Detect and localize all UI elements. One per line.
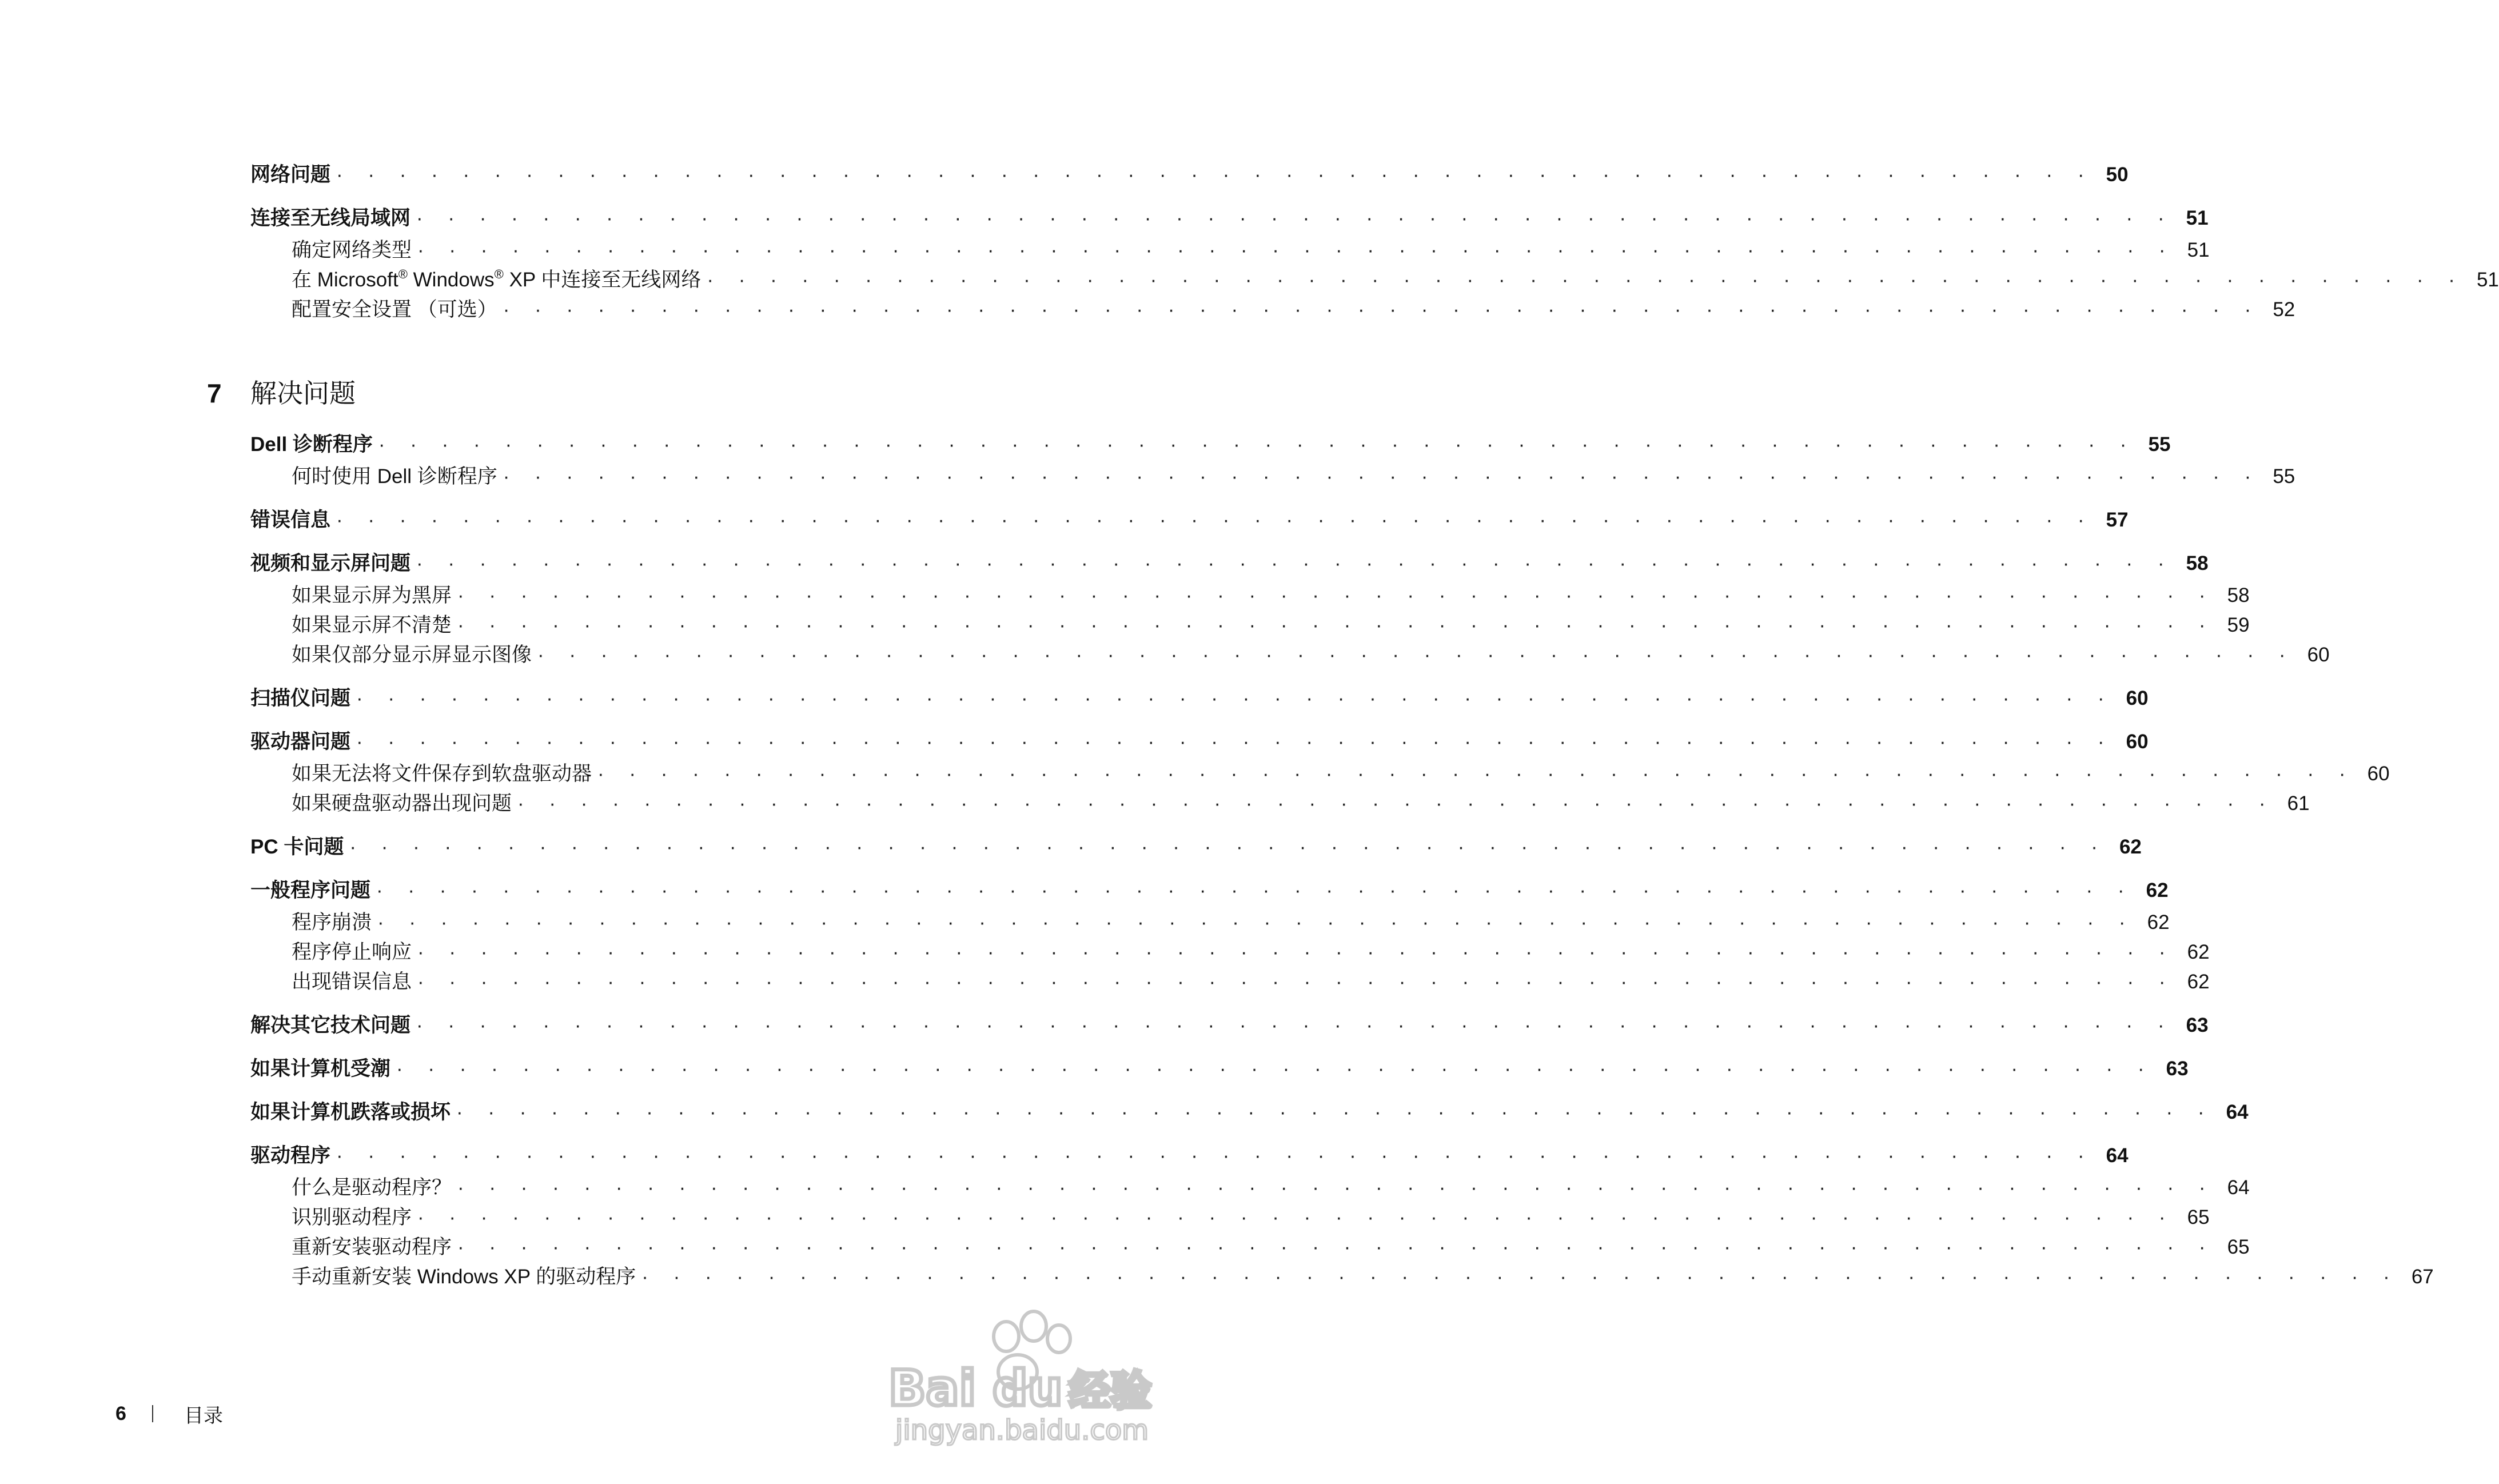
toc-entry[interactable] bbox=[250, 1098, 2249, 1127]
toc-entry-label: 如果计算机跌落或损坏 bbox=[250, 1101, 451, 1123]
toc-leader-dots: · · · · · · · · · · · · · · · · · · · · · · · · · · · · · · · · · · · · · · · · · · · · · · · · · · · · · · · · bbox=[377, 911, 2135, 934]
toc-leader-dots: · · · · · · · · · · · · · · · · · · · · · · · · · · · · · · · · · · · · · · · · · · · · · · · · · · · · · · · · bbox=[378, 433, 2137, 456]
toc-leader-dots: · · · · · · · · · · · · · · · · · · · · · · · · · · · · · · · · · · · · · · · · · · · · · · · · · · · · · · · · bbox=[417, 941, 2175, 963]
registered-mark: ® bbox=[494, 267, 504, 281]
toc-subentry[interactable] bbox=[292, 1232, 2250, 1262]
toc-entry-page: 52 bbox=[2273, 298, 2295, 321]
toc-entry-page: 65 bbox=[2227, 1236, 2250, 1258]
toc-entry-page: 62 bbox=[2187, 971, 2210, 993]
toc-leader-dots: · · · · · · · · · · · · · · · · · · · · · · · · · · · · · · · · · · · · · · · · · · · · · · · · · · · · · · · · bbox=[641, 1266, 2400, 1288]
toc-leader-dots: · · · · · · · · · · · · · · · · · · · · · · · · · · · · · · · · · · · · · · · · · · · · · · · · · · · · · · · · bbox=[503, 465, 2261, 488]
toc-entry-page: 57 bbox=[2106, 509, 2129, 531]
toc-subentry[interactable] bbox=[292, 581, 2250, 611]
toc-entry-label: 配置安全设置 （可选） bbox=[292, 298, 497, 321]
toc-entry-label: 解决其它技术问题 bbox=[250, 1014, 411, 1036]
toc-entry[interactable] bbox=[250, 832, 2142, 862]
toc-entry-page: 51 bbox=[2476, 269, 2499, 291]
label-part: 在 Microsoft bbox=[292, 269, 398, 291]
toc-leader-dots: · · · · · · · · · · · · · · · · · · · · · · · · · · · · · · · · · · · · · · · · · · · · · · · · · · · · · · · · bbox=[356, 687, 2114, 709]
toc-entry[interactable] bbox=[250, 727, 2149, 757]
toc-entry-label: 错误信息 bbox=[250, 509, 331, 531]
toc-entry[interactable] bbox=[250, 876, 2169, 905]
toc-entry-page: 64 bbox=[2227, 1176, 2250, 1199]
toc-entry-label: 手动重新安装 Windows XP 的驱动程序 bbox=[292, 1266, 636, 1288]
toc-entry-page: 65 bbox=[2187, 1206, 2210, 1228]
baidu-watermark bbox=[880, 1303, 1178, 1446]
toc-entry-label: 重新安装驱动程序 bbox=[292, 1236, 452, 1258]
baidu-url: jingyan.baidu.com bbox=[895, 1414, 1149, 1446]
toc-entry-label: 视频和显示屏问题 bbox=[250, 552, 411, 575]
toc-entry-label: 程序停止响应 bbox=[292, 941, 412, 963]
toc-leader-dots: · · · · · · · · · · · · · · · · · · · · · · · · · · · · · · · · · · · · · · · · · · · · · · · · · · · · · · · · bbox=[456, 1101, 2214, 1123]
toc-entry-page: 61 bbox=[2287, 792, 2310, 815]
toc-entry-label: 一般程序问题 bbox=[250, 879, 371, 901]
toc-entry-label: 如果硬盘驱动器出现问题 bbox=[292, 792, 512, 815]
registered-mark: ® bbox=[398, 267, 408, 281]
toc-leader-dots: · · · · · · · · · · · · · · · · · · · · · · · · · · · · · · · · · · · · · · · · · · · · · · · · · · · · · · · · bbox=[336, 163, 2094, 186]
svg-text:du: du bbox=[993, 1360, 1063, 1417]
toc-entry-label: 驱动程序 bbox=[250, 1144, 331, 1167]
toc-entry-page: 62 bbox=[2119, 836, 2142, 858]
toc-entry-label: 如果计算机受潮 bbox=[250, 1058, 391, 1080]
toc-entry-page: 58 bbox=[2186, 552, 2209, 575]
toc-entry-page: 55 bbox=[2148, 433, 2171, 456]
toc-entry[interactable] bbox=[250, 160, 2129, 190]
toc-leader-dots: · · · · · · · · · · · · · · · · · · · · · · · · · · · · · · · · · · · · · · · · · · · · · · · · · · · · · · · · bbox=[417, 239, 2175, 261]
toc-subentry[interactable] bbox=[292, 967, 2210, 997]
toc-entry[interactable] bbox=[250, 505, 2129, 535]
toc-entry-page: 51 bbox=[2186, 207, 2209, 229]
toc-entry[interactable] bbox=[250, 1141, 2129, 1171]
toc-subentry[interactable] bbox=[292, 295, 2295, 325]
toc-leader-dots: · · · · · · · · · · · · · · · · · · · · · · · · · · · · · · · · · · · · · · · · · · · · · · · · · · · · · · · · bbox=[376, 879, 2134, 901]
toc-entry[interactable] bbox=[250, 204, 2209, 233]
toc-leader-dots: · · · · · · · · · · · · · · · · · · · · · · · · · · · · · · · · · · · · · · · · · · · · · · · · · · · · · · · · bbox=[396, 1058, 2154, 1080]
toc-entry-label: 程序崩溃 bbox=[292, 911, 372, 934]
toc-entry-label: PC 卡问题 bbox=[250, 836, 344, 858]
toc-entry-label: 如果显示屏不清楚 bbox=[292, 614, 452, 636]
toc-subentry[interactable] bbox=[292, 1173, 2250, 1203]
toc-entry-page: 63 bbox=[2186, 1014, 2209, 1036]
chapter-heading[interactable] bbox=[207, 373, 356, 418]
toc-entry-page: 63 bbox=[2166, 1058, 2189, 1080]
toc-leader-dots: · · · · · · · · · · · · · · · · · · · · · · · · · · · · · · · · · · · · · · · · · · · · · · · · · · · · · · · · bbox=[416, 552, 2174, 575]
toc-entry-label: 确定网络类型 bbox=[292, 239, 412, 261]
footer-divider bbox=[152, 1405, 153, 1422]
toc-entry-page: 51 bbox=[2187, 239, 2210, 261]
toc-entry-page: 60 bbox=[2126, 687, 2149, 709]
toc-entry[interactable] bbox=[250, 430, 2171, 460]
toc-entry-label bbox=[292, 265, 707, 295]
toc-entry-page: 64 bbox=[2226, 1101, 2249, 1123]
toc-subentry[interactable] bbox=[292, 640, 2330, 670]
toc-leader-dots: · · · · · · · · · · · · · · · · · · · · · · · · · · · · · · · · · · · · · · · · · · · · · · · · · · · · · · · · bbox=[597, 763, 2355, 785]
toc-entry[interactable] bbox=[250, 1011, 2209, 1040]
toc-leader-dots: · · · · · · · · · · · · · · · · · · · · · · · · · · · · · · · · · · · · · · · · · · · · · · · · · · · · · · · · bbox=[457, 1176, 2215, 1199]
toc-entry-page: 62 bbox=[2187, 941, 2210, 963]
toc-leader-dots: · · · · · · · · · · · · · · · · · · · · · · · · · · · · · · · · · · · · · · · · · · · · · · · · · · · · · · · · bbox=[457, 1236, 2215, 1258]
toc-leader-dots: · · · · · · · · · · · · · · · · · · · · · · · · · · · · · · · · · · · · · · · · · · · · · · · · · · · · · · · · bbox=[417, 1206, 2175, 1228]
toc-subentry[interactable] bbox=[292, 265, 2499, 295]
toc-subentry[interactable] bbox=[292, 789, 2310, 819]
toc-leader-dots: · · · · · · · · · · · · · · · · · · · · · · · · · · · · · · · · · · · · · · · · · · · · · · · · · · · · · · · · bbox=[416, 207, 2174, 229]
toc-entry-label: 驱动器问题 bbox=[250, 731, 351, 753]
toc-entry-label: 扫描仪问题 bbox=[250, 687, 351, 709]
toc-entry-label: 连接至无线局域网 bbox=[250, 207, 411, 229]
toc-leader-dots: · · · · · · · · · · · · · · · · · · · · · · · · · · · · · · · · · · · · · · · · · · · · · · · · · · · · · · · · bbox=[503, 298, 2261, 321]
toc-entry-label: 如果无法将文件保存到软盘驱动器 bbox=[292, 763, 592, 785]
toc-entry-page: 64 bbox=[2106, 1144, 2129, 1167]
toc-subentry[interactable] bbox=[292, 462, 2295, 492]
toc-entry[interactable] bbox=[250, 1054, 2189, 1084]
toc-entry-page: 60 bbox=[2126, 731, 2149, 753]
toc-leader-dots: · · · · · · · · · · · · · · · · · · · · · · · · · · · · · · · · · · · · · · · · · · · · · · · · · · · · · · · · bbox=[336, 509, 2094, 531]
footer-section-title: 目录 bbox=[184, 1405, 223, 1427]
svg-text:经验: 经验 bbox=[1069, 1367, 1152, 1415]
toc-leader-dots: · · · · · · · · · · · · · · · · · · · · · · · · · · · · · · · · · · · · · · · · · · · · · · · · · · · · · · · · bbox=[457, 614, 2215, 636]
toc-entry-label: 如果显示屏为黑屏 bbox=[292, 584, 452, 607]
toc-leader-dots: · · · · · · · · · · · · · · · · · · · · · · · · · · · · · · · · · · · · · · · · · · · · · · · · · · · · · · · · bbox=[537, 644, 2295, 666]
toc-entry-label: 网络问题 bbox=[250, 163, 331, 186]
toc-leader-dots: · · · · · · · · · · · · · · · · · · · · · · · · · · · · · · · · · · · · · · · · · · · · · · · · · · · · · · · · bbox=[349, 836, 2107, 858]
toc-leader-dots: · · · · · · · · · · · · · · · · · · · · · · · · · · · · · · · · · · · · · · · · · · · · · · · · · · · · · · · · bbox=[416, 1014, 2174, 1036]
footer-page-number: 6 bbox=[115, 1402, 126, 1425]
toc-entry-page: 62 bbox=[2147, 911, 2170, 934]
toc-entry-label: 何时使用 Dell 诊断程序 bbox=[292, 465, 497, 488]
toc-entry-page: 67 bbox=[2411, 1266, 2434, 1288]
toc-entry-page: 50 bbox=[2106, 163, 2129, 186]
toc-entry-page: 59 bbox=[2227, 614, 2250, 636]
chapter-title: 解决问题 bbox=[250, 378, 356, 408]
toc-subentry[interactable] bbox=[292, 1203, 2210, 1232]
toc-entry-label: 如果仅部分显示屏显示图像 bbox=[292, 644, 532, 666]
toc-subentry[interactable] bbox=[292, 236, 2210, 265]
toc-subentry[interactable] bbox=[292, 938, 2210, 967]
chapter-number: 7 bbox=[207, 378, 222, 408]
label-part: XP 中连接至无线网络 bbox=[503, 269, 702, 291]
toc-leader-dots: · · · · · · · · · · · · · · · · · · · · · · · · · · · · · · · · · · · · · · · · · · · · · · · · · · · · · · · · bbox=[457, 584, 2215, 607]
svg-text:Bai: Bai bbox=[888, 1360, 977, 1417]
toc-entry[interactable] bbox=[250, 549, 2209, 579]
page-footer bbox=[115, 1399, 223, 1428]
toc-entry-page: 60 bbox=[2367, 763, 2390, 785]
toc-leader-dots: · · · · · · · · · · · · · · · · · · · · · · · · · · · · · · · · · · · · · · · · · · · · · · · · · · · · · · · · bbox=[707, 269, 2465, 291]
toc-entry[interactable] bbox=[250, 684, 2149, 713]
label-part: Windows bbox=[407, 269, 495, 291]
toc-subentry[interactable] bbox=[292, 908, 2170, 938]
toc-leader-dots: · · · · · · · · · · · · · · · · · · · · · · · · · · · · · · · · · · · · · · · · · · · · · · · · · · · · · · · · bbox=[417, 971, 2175, 993]
toc-leader-dots: · · · · · · · · · · · · · · · · · · · · · · · · · · · · · · · · · · · · · · · · · · · · · · · · · · · · · · · · bbox=[336, 1144, 2094, 1167]
toc-entry-page: 62 bbox=[2146, 879, 2169, 901]
toc-entry-page: 60 bbox=[2307, 644, 2330, 666]
toc-leader-dots: · · · · · · · · · · · · · · · · · · · · · · · · · · · · · · · · · · · · · · · · · · · · · · · · · · · · · · · · bbox=[517, 792, 2275, 815]
toc-entry-label: 识别驱动程序 bbox=[292, 1206, 412, 1228]
toc-entry-page: 58 bbox=[2227, 584, 2250, 607]
toc-subentry[interactable] bbox=[292, 611, 2250, 640]
toc-subentry[interactable] bbox=[292, 1262, 2434, 1292]
baidu-logo-text bbox=[888, 1360, 1151, 1417]
toc-entry-label: 出现错误信息 bbox=[292, 971, 412, 993]
toc-leader-dots: · · · · · · · · · · · · · · · · · · · · · · · · · · · · · · · · · · · · · · · · · · · · · · · · · · · · · · · · bbox=[356, 731, 2114, 753]
toc-entry-page: 55 bbox=[2273, 465, 2295, 488]
toc-entry-label: Dell 诊断程序 bbox=[250, 433, 373, 456]
toc-subentry[interactable] bbox=[292, 759, 2390, 789]
toc-entry-label: 什么是驱动程序？ bbox=[292, 1176, 452, 1199]
